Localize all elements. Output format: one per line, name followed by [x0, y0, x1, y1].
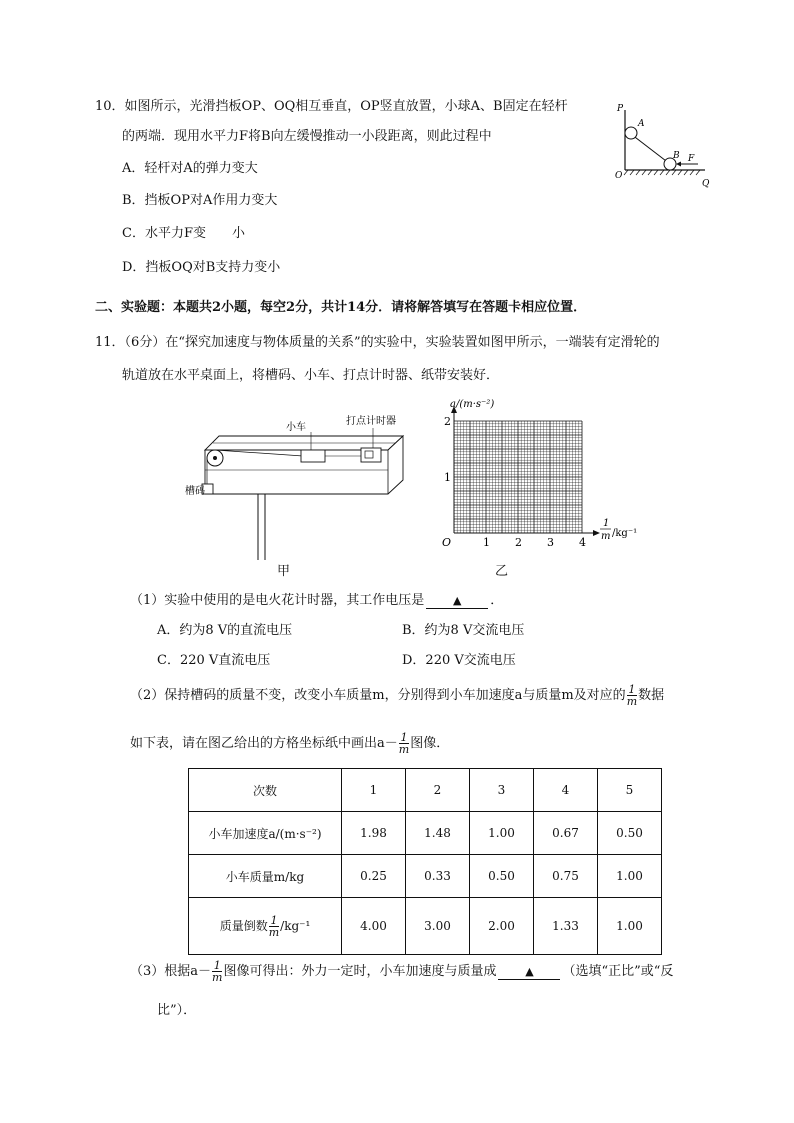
q11-sub2-text-d: 图像． — [410, 736, 450, 751]
q10-label-o: O — [615, 171, 623, 181]
table-cell: 0.50 — [470, 855, 534, 898]
table-cell: 1.00 — [598, 898, 662, 955]
table-cell: 3.00 — [406, 898, 470, 955]
q11-stem-line2: 轨道放在水平桌面上，将槽码、小车、打点计时器、纸带安装好． — [122, 368, 500, 383]
q10-label-a: A — [638, 119, 645, 129]
q11-sub3-text-b: 图像可得出：外力一定时，小车加速度与质量成 — [223, 964, 497, 979]
q11-sub1-end: ． — [490, 593, 504, 608]
table-row-label: 小车质量m/kg — [189, 855, 342, 898]
table-cell: 4.00 — [342, 898, 406, 955]
table-cell: 0.67 — [534, 812, 598, 855]
x-axis-label-unit: /kg⁻¹ — [612, 528, 638, 539]
table-row — [189, 898, 662, 955]
q10-label-f: F — [688, 154, 695, 164]
table-row-label: 小车加速度a/(m·s⁻²) — [189, 812, 342, 855]
table-cell: 1.48 — [406, 812, 470, 855]
table-cell: 0.33 — [406, 855, 470, 898]
section-2-header: 二、实验题：本题共2小题，每空2分，共计14分．请将解答填写在答题卡相应位置． — [95, 300, 587, 315]
table-cell: 0.25 — [342, 855, 406, 898]
y-tick-label: 1 — [444, 471, 451, 484]
table-header-row — [189, 769, 662, 812]
q11-stem-line1: 11．（6分）在“探究加速度与物体质量的关系”的实验中，实验装置如图甲所示，一端装有定滑轮的 — [95, 335, 660, 350]
q11-sub3-line2: 比”）． — [157, 1003, 197, 1018]
q10-stem-line2: 的两端．现用水平力F将B向左缓慢推动一小段距离，则此过程中 — [122, 129, 492, 144]
caption-yi: 乙 — [495, 564, 509, 579]
q11-sub3-line1 — [130, 958, 673, 986]
table-row — [189, 812, 662, 855]
caption-jia: 甲 — [277, 564, 291, 579]
table-cell: 0.75 — [534, 855, 598, 898]
table-cell: 1.00 — [598, 855, 662, 898]
grid-lines — [454, 421, 582, 533]
q11-sub1-text: （1）实验中使用的是电火花计时器，其工作电压是 — [130, 593, 425, 608]
q11-sub1-blank[interactable]: ▲ — [426, 594, 488, 609]
table-cell: 2.00 — [470, 898, 534, 955]
table-row-label: 质量倒数 $\frac{1}{m}$ /kg⁻¹ — [189, 898, 342, 955]
frac-num: 1 — [628, 683, 636, 696]
table-header-cell: 3 — [470, 769, 534, 812]
q10-label-p: P — [617, 104, 624, 114]
q10-option-d: D．挡板OQ对B支持力变小 — [122, 260, 281, 275]
table-header-cell: 1 — [342, 769, 406, 812]
q10-stem-line1: 10．如图所示，光滑挡板OP、OQ相互垂直，OP竖直放置，小球A、B固定在轻杆 — [95, 99, 568, 114]
q10-option-b: B．挡板OP对A作用力变大 — [122, 193, 278, 208]
q11-sub2-line2 — [130, 730, 449, 758]
q11-sub2-text-a: （2）保持槽码的质量不变，改变小车质量m，分别得到小车加速度a与质量m及对应的 — [130, 688, 626, 703]
label-car: 小车 — [286, 422, 306, 433]
x-axis-arrow — [593, 530, 600, 536]
x-axis-label-num: 1 — [603, 518, 610, 529]
q10-figure — [610, 98, 710, 190]
graph-paper — [430, 396, 650, 556]
x-tick-label: 2 — [515, 536, 522, 549]
table-header-cell: 次数 — [189, 769, 342, 812]
q10-rod — [631, 134, 670, 164]
frac-den: m — [626, 695, 638, 708]
y-axis-label: a/(m·s⁻²) — [450, 399, 495, 410]
q11-sub1-option-b: B．约为8 V交流电压 — [402, 623, 525, 638]
q11-sub1-option-a: A．约为8 V的直流电压 — [157, 623, 293, 638]
table-cell: 1.98 — [342, 812, 406, 855]
car — [301, 450, 325, 462]
label-timer: 打点计时器 — [346, 416, 396, 427]
x-tick-label: 4 — [579, 536, 586, 549]
table-cell: 1.33 — [534, 898, 598, 955]
apparatus-figure — [183, 410, 413, 580]
table-cell: 0.50 — [598, 812, 662, 855]
q11-sub1 — [130, 592, 503, 610]
q11-sub2-line1 — [130, 682, 664, 710]
q11-sub2-text-b: 数据 — [638, 688, 665, 703]
q11-sub1-option-c: C．220 V直流电压 — [157, 653, 271, 668]
table-header-cell: 2 — [406, 769, 470, 812]
q11-sub3-blank[interactable]: ▲ — [498, 965, 560, 980]
fraction-one-over-m-3: $\frac{1}{m}$ — [212, 959, 223, 984]
q10-ball-a — [625, 127, 637, 139]
table-header-cell: 4 — [534, 769, 598, 812]
fraction-one-over-m-2: $\frac{1}{m}$ — [398, 731, 410, 756]
q10-floor-hatch — [624, 170, 700, 175]
x-tick-label: 3 — [547, 536, 554, 549]
q10-force-arrowhead — [676, 162, 681, 167]
data-table — [188, 768, 662, 955]
q11-sub1-option-d: D．220 V交流电压 — [402, 653, 516, 668]
y-tick-label: 2 — [444, 415, 451, 428]
x-axis-label-den: m — [601, 531, 611, 542]
q10-option-c: C．水平力F变 小 — [122, 226, 245, 241]
q11-sub3-text-c: （选填“正比”或“反 — [562, 964, 674, 979]
q10-option-a: A．轻杆对A的弹力变大 — [122, 161, 258, 176]
q11-sub2-text-c: 如下表，请在图乙给出的方格坐标纸中画出a－ — [130, 736, 398, 751]
q10-label-q: Q — [702, 179, 710, 189]
fraction-one-over-m — [627, 684, 637, 707]
table-cell: 1.00 — [470, 812, 534, 855]
x-tick-label: 1 — [483, 536, 490, 549]
table-row — [189, 855, 662, 898]
label-weight: 槽码 — [185, 486, 205, 497]
origin-label: O — [442, 536, 452, 549]
table-header-cell: 5 — [598, 769, 662, 812]
q10-label-b: B — [673, 151, 680, 161]
q11-sub3-text-a: （3）根据a－ — [130, 964, 212, 979]
